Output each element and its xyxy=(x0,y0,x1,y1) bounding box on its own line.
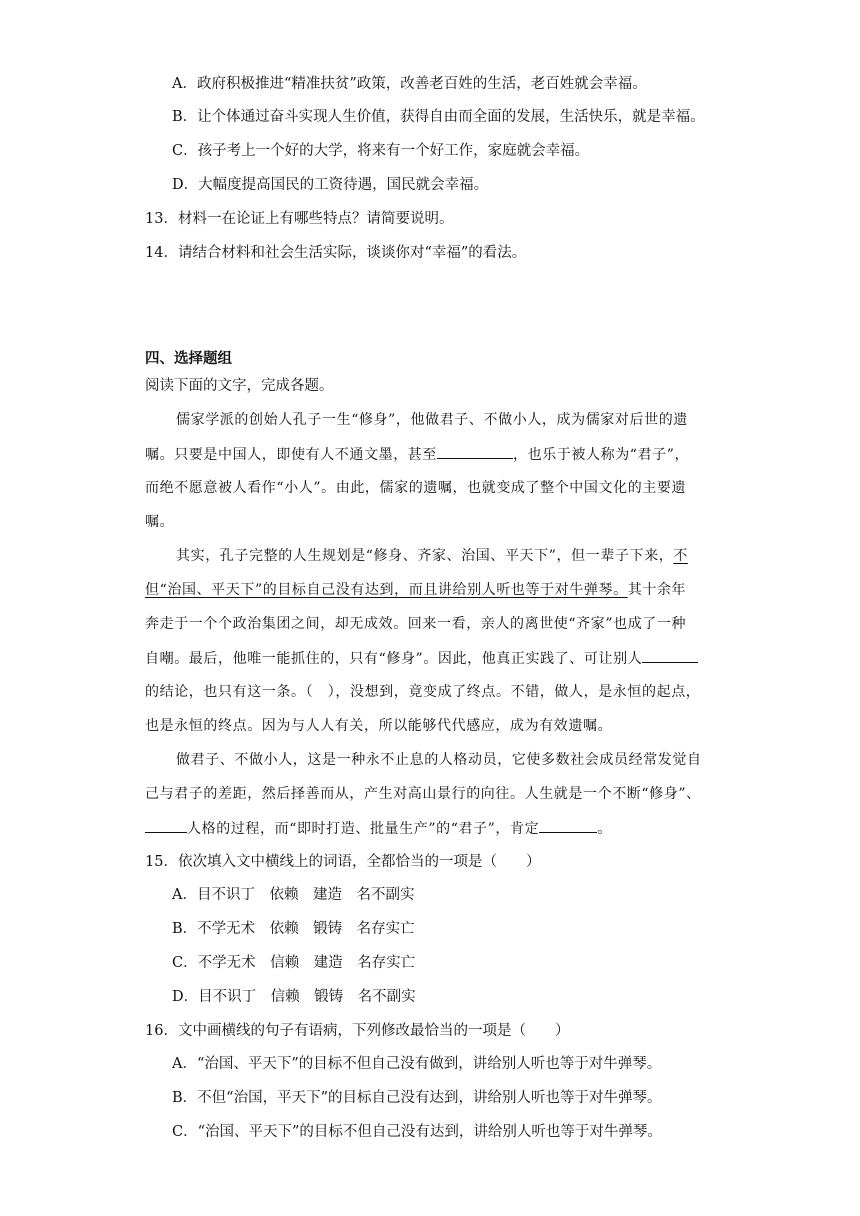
passage-line: 也是永恒的终点。因为与人人有关，所以能够代代感应，成为有效遗嘱。 xyxy=(145,718,613,734)
passage-text: 。 xyxy=(597,821,612,837)
option-b: B．让个体通过奋斗实现人生价值，获得自由而全面的发展，生活快乐，就是幸福。 xyxy=(172,109,705,125)
passage-text: ，也乐于被人称为“君子”， xyxy=(513,447,690,463)
option-c: C．孩子考上一个好的大学，将来有一个好工作，家庭就会幸福。 xyxy=(172,143,590,159)
passage-line xyxy=(145,580,686,600)
section-instruction: 阅读下面的文字，完成各题。 xyxy=(145,378,334,394)
passage-text: 其实，孔子完整的人生规划是“修身、齐家、治国、平天下”，但一辈子下来， xyxy=(176,548,674,564)
passage-line: 做君子、不做小人，这是一种永不止息的人格动员，它使多数社会成员经常发觉自 xyxy=(176,752,702,768)
passage-line xyxy=(145,818,612,839)
passage-text: 人格的过程，而“即时打造、批量生产”的“君子”，肯定 xyxy=(187,821,540,837)
answer-blank xyxy=(539,818,597,833)
q15-option-a: A．目不识丁 依赖 建造 名不副实 xyxy=(172,887,415,903)
passage-line xyxy=(176,546,688,566)
passage-text: 自嘲。最后，他唯一能抓住的，只有“修身”。因此，他真正实践了、可让别人 xyxy=(145,651,643,667)
passage-text: 嘱。只要是中国人，即使有人不通文墨，甚至 xyxy=(145,447,437,463)
option-a: A．政府积极推进“精准扶贫”政策，改善老百姓的生活，老百姓就会幸福。 xyxy=(172,76,647,92)
q16-option-c: C．“治国、平天下”的目标不但自己没有达到，讲给别人听也等于对牛弹琴。 xyxy=(172,1124,662,1140)
passage-line: 儒家学派的创始人孔子一生“修身”，他做君子、不做小人，成为儒家对后世的遗 xyxy=(176,412,688,428)
passage-line: 嘱。 xyxy=(145,514,175,530)
passage-line xyxy=(145,648,698,669)
q16-option-b: B．不但“治国，平天下”的目标自己没有达到，讲给别人听也等于对牛弹琴。 xyxy=(172,1090,662,1106)
question-16: 16．文中画横线的句子有语病，下列修改最恰当的一项是（ ） xyxy=(145,1023,570,1039)
underlined-sentence: 但“治国、平天下”的目标自己没有达到，而且讲给别人听也等于对牛弹琴。 xyxy=(145,582,628,598)
q15-option-d: D．目不识丁 信赖 锻铸 名不副实 xyxy=(172,989,416,1005)
passage-line xyxy=(145,444,689,465)
passage-line: 己与君子的差距，然后择善而从，产生对高山景行的向往。人生就是一个不断“修身”、 xyxy=(145,786,701,802)
passage-line: 而绝不愿意被人看作“小人”。由此，儒家的遗嘱，也就变成了整个中国文化的主要遗 xyxy=(145,480,687,496)
passage-text: 其十余年 xyxy=(627,582,687,598)
q16-option-a: A．“治国、平天下”的目标不但自己没有做到，讲给别人听也等于对牛弹琴。 xyxy=(172,1056,662,1072)
passage-line: 奔走于一个个政治集团之间，却无成效。回来一看，亲人的离世使“齐家”也成了一种 xyxy=(145,616,687,632)
underlined-sentence: 不 xyxy=(673,548,688,564)
question-15: 15．依次填入文中横线上的词语，全都恰当的一项是（ ） xyxy=(145,854,541,870)
q15-option-c: C．不学无术 信赖 建造 名存实亡 xyxy=(172,955,416,971)
section-heading: 四、选择题组 xyxy=(145,350,232,367)
q15-option-b: B．不学无术 依赖 锻铸 名存实亡 xyxy=(172,921,415,937)
question-14: 14．请结合材料和社会生活实际，谈谈你对“幸福”的看法。 xyxy=(145,245,527,261)
passage-line: 的结论，也只有这一条。（ ），没想到，竟变成了终点。不错，做人，是永恒的起点， xyxy=(145,684,701,700)
answer-blank xyxy=(437,444,513,459)
answer-blank xyxy=(145,818,187,833)
answer-blank xyxy=(642,648,698,663)
question-13: 13．材料一在论证上有哪些特点？请简要说明。 xyxy=(145,211,454,227)
option-d: D．大幅度提高国民的工资待遇，国民就会幸福。 xyxy=(172,177,489,193)
